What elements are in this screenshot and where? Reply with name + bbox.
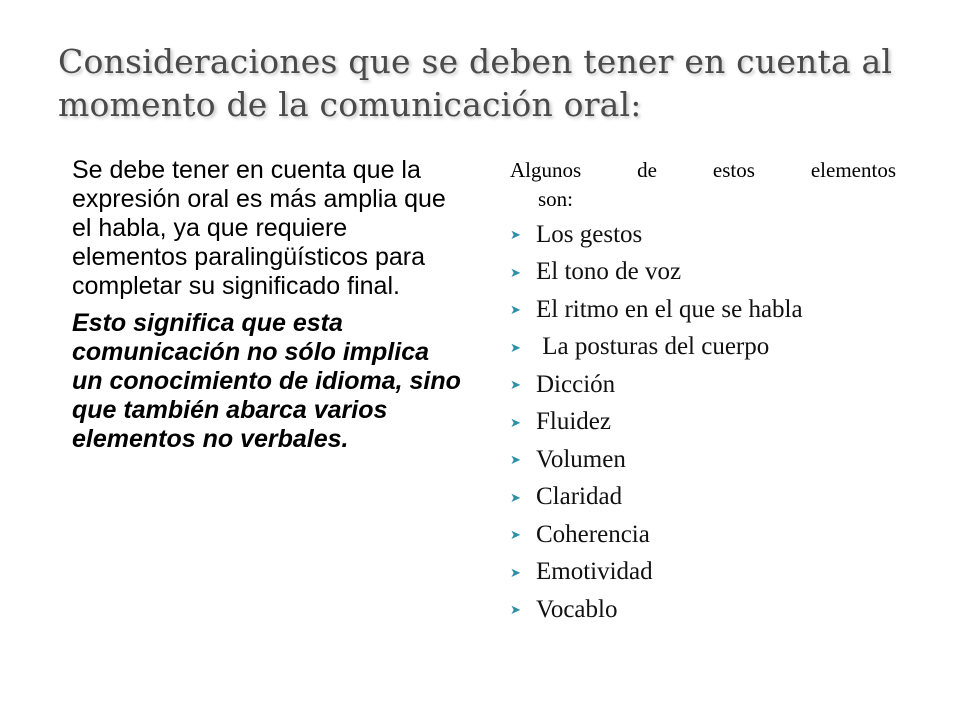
intro-paragraph: Se debe tener en cuenta que la expresión oral es más amplia que el habla, ya que requiere elementos paralingüísticos para completar su significado final. [72, 156, 446, 300]
slide-title: Consideraciones que se deben tener en cuenta al momento de la comunicación oral: [58, 42, 893, 124]
list-intro-continuation: son: [538, 187, 574, 211]
left-column [72, 156, 464, 454]
list-item-label: El ritmo en el que se habla [536, 295, 803, 323]
list-item-label: Fluidez [536, 408, 611, 436]
arrowhead-right-icon: ➤ [510, 227, 521, 243]
arrowhead-right-icon: ➤ [510, 414, 521, 430]
list-item-label: Coherencia [536, 520, 650, 548]
arrowhead-right-icon: ➤ [510, 527, 521, 543]
list-item [510, 441, 896, 479]
list-item [510, 291, 896, 329]
list-item-label: Vocablo [536, 595, 618, 623]
elements-list [510, 216, 896, 629]
list-intro: Algunos de estos elementos [510, 158, 896, 182]
list-item-label: Emotividad [536, 558, 653, 586]
list-item-label: Volumen [536, 445, 626, 473]
emphasis-paragraph: Esto significa que esta comunicación no sólo implica un conocimiento de idioma, sino que también abarca varios elementos no verbales. [72, 309, 461, 453]
list-item [510, 366, 896, 404]
list-item [510, 554, 896, 592]
list-item [510, 329, 896, 367]
arrowhead-right-icon: ➤ [510, 302, 521, 318]
arrowhead-right-icon: ➤ [510, 377, 521, 393]
list-item [510, 479, 896, 517]
list-item [510, 216, 896, 254]
right-column [510, 158, 896, 629]
arrowhead-right-icon: ➤ [510, 452, 521, 468]
list-item-label: Los gestos [536, 220, 643, 248]
arrowhead-right-icon: ➤ [510, 264, 521, 280]
arrowhead-right-icon: ➤ [510, 339, 521, 355]
list-item [510, 516, 896, 554]
list-item-label: El tono de voz [536, 258, 682, 286]
list-item-label: Claridad [536, 483, 623, 511]
arrowhead-right-icon: ➤ [510, 489, 521, 505]
list-item [510, 591, 896, 629]
list-item-label: Dicción [536, 370, 616, 398]
list-item [510, 404, 896, 442]
arrowhead-right-icon: ➤ [510, 602, 521, 618]
list-item-label: La posturas del cuerpo [536, 333, 770, 361]
list-item [510, 254, 896, 292]
arrowhead-right-icon: ➤ [510, 564, 521, 580]
